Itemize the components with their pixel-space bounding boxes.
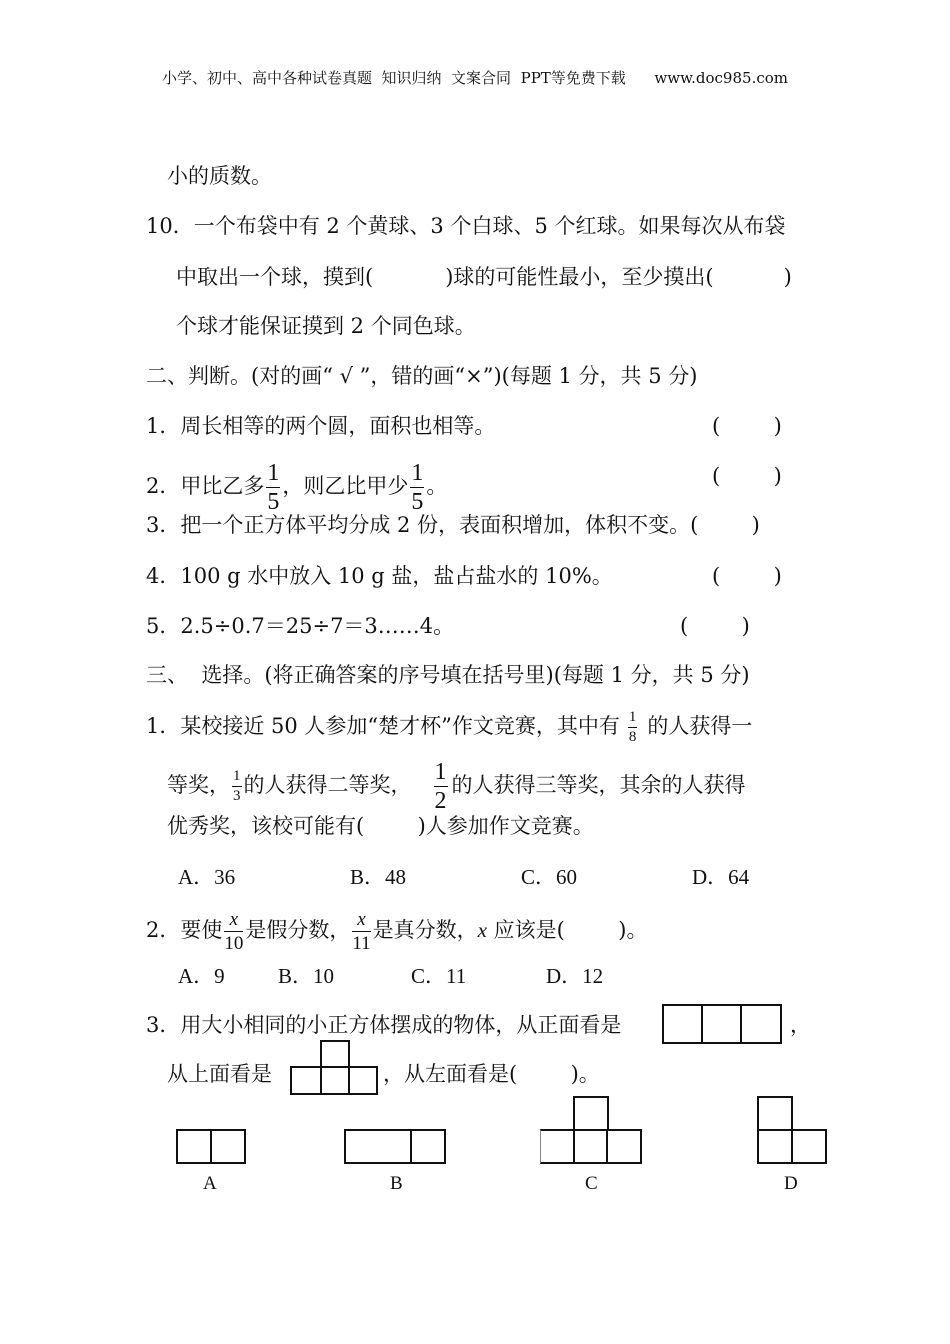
fraction (434, 760, 448, 813)
option-c: C．11 (411, 964, 467, 988)
option-d-figure (757, 1096, 827, 1166)
variable-x: x (477, 918, 487, 942)
fraction-denominator: 8 (628, 729, 637, 745)
fraction-numerator: 1 (434, 759, 447, 785)
cube-face (344, 1129, 380, 1164)
option-a: A．9 (178, 964, 225, 988)
q2-text-c: 是真分数， (372, 918, 478, 942)
q1-text-e: 的人获得三等奖，其余的人获得 (451, 773, 746, 797)
option-d: D．64 (692, 865, 750, 889)
variable-x: x (229, 909, 239, 930)
option-c-figure (540, 1096, 642, 1166)
question-9-continuation: 小的质数。 (167, 164, 272, 188)
q3-text: 3．把一个正方体平均分成 2 份，表面积增加，体积不变。 (146, 513, 691, 537)
section-3-title: 三、 选择。(将正确答案的序号填在括号里)(每题 1 分，共 5 分) (146, 663, 750, 687)
q2-text-b: 是假分数， (245, 918, 351, 942)
cube-face (320, 1066, 350, 1095)
fraction-numerator: 1 (232, 769, 242, 787)
fraction (224, 910, 243, 953)
fraction (266, 461, 280, 514)
top-view-figure (290, 1040, 378, 1096)
cube-face (210, 1129, 246, 1164)
judge-question-4: 4．100 g 水中放入 10 g 盐，盐占盐水的 10%。 (146, 564, 613, 588)
judge-question-1: 1．周长相等的两个圆，面积也相等。 (146, 414, 496, 438)
fraction-denominator: 5 (267, 489, 280, 515)
cube-face (701, 1004, 742, 1044)
q3-line1-end: ， (790, 1013, 811, 1037)
q2-text-a: 2．要使 (146, 918, 223, 942)
cube-face (320, 1040, 350, 1068)
fraction-numerator: 1 (411, 460, 424, 486)
cube-face (757, 1129, 793, 1164)
q2-text-a: 2．甲比乙多 (146, 474, 265, 498)
q2-text-c: 。 (426, 474, 448, 498)
option-d: D．12 (546, 964, 604, 988)
question-10-line3: 个球才能保证摸到 2 个同色球。 (176, 314, 476, 338)
figure-label-c: C (585, 1173, 598, 1194)
q1-text-c: 等奖， (167, 773, 230, 797)
option-a: A．36 (178, 865, 236, 889)
choice-question-1-line1 (146, 710, 752, 745)
choice-question-1-line3: 优秀奖，该校可能有( )人参加作文竞赛。 (167, 814, 594, 838)
cube-face (740, 1004, 782, 1044)
front-view-figure (662, 1004, 784, 1044)
option-b: B．48 (350, 865, 407, 889)
q10-text-c: ) (783, 265, 792, 289)
option-a-figure (176, 1129, 246, 1165)
choice-question-3-line2-a: 从上面看是 (167, 1062, 272, 1086)
cube-face (573, 1096, 609, 1131)
cube-face (757, 1096, 793, 1131)
option-c: C．60 (521, 865, 578, 889)
answer-paren: ( ) (712, 414, 782, 438)
q2-text-d: 应该是( )。 (487, 918, 648, 942)
answer-paren: ( ) (690, 513, 760, 537)
choice-question-1-line2 (167, 760, 746, 813)
question-10-line2 (176, 262, 792, 292)
fraction-numerator (224, 910, 243, 932)
fraction-numerator: 1 (628, 710, 638, 728)
section-2-title: 二、判断。(对的画“ √ ”，错的画“×”)(每题 1 分，共 5 分) (146, 364, 698, 388)
q1-text-a: 1．某校接近 50 人参加“楚才杯”作文竞赛，其中有 (146, 714, 620, 738)
answer-paren: ( ) (680, 614, 750, 638)
figure-label-d: D (784, 1173, 798, 1194)
option-b: B．10 (278, 964, 335, 988)
figure-label-b: B (390, 1173, 403, 1194)
cube-face (378, 1129, 414, 1164)
cube-face (290, 1066, 322, 1095)
judge-question-5: 5．2.5÷0.7＝25÷7＝3……4。 (146, 614, 455, 638)
judge-question-2 (146, 461, 447, 514)
q1-text-d: 的人获得二等奖， (243, 773, 412, 797)
q1-text-b: 的人获得一 (647, 714, 753, 738)
fraction-denominator: 11 (352, 933, 371, 954)
fraction-denominator: 5 (411, 489, 424, 515)
fraction-denominator: 3 (233, 788, 241, 804)
cube-face (606, 1129, 642, 1164)
answer-paren: ( ) (712, 464, 782, 488)
cube-face (540, 1129, 576, 1164)
q10-text-b: )球的可能性最小，至少摸出( (445, 265, 714, 289)
fraction-denominator: 2 (434, 788, 447, 814)
fraction (352, 910, 370, 953)
page-header: 小学、初中、高中各种试卷真题 知识归纳 文案合同 PPT等免费下载 www.doc985.com (161, 69, 788, 87)
fraction-numerator (352, 910, 370, 932)
answer-paren: ( ) (712, 564, 782, 588)
fraction (232, 769, 242, 804)
fraction-denominator: 10 (224, 933, 244, 954)
fraction-numerator: 1 (267, 460, 280, 486)
choice-question-2 (146, 910, 647, 953)
variable-x: x (357, 909, 366, 930)
fraction (410, 461, 424, 514)
figure-label-a: A (203, 1173, 217, 1194)
cube-face (573, 1129, 609, 1164)
cube-face (662, 1004, 703, 1044)
q10-text-a: 中取出一个球，摸到( (176, 265, 374, 289)
fraction (628, 710, 638, 745)
judge-question-3 (146, 510, 760, 540)
question-10-line1: 10．一个布袋中有 2 个黄球、3 个白球、5 个红球。如果每次从布袋 (146, 214, 786, 238)
cube-face (410, 1129, 446, 1164)
cube-face (176, 1129, 212, 1164)
q2-text-b: ，则乙比甲少 (282, 474, 409, 498)
choice-question-3-line1: 3．用大小相同的小正方体摆成的物体，从正面看是 (146, 1013, 622, 1037)
choice-question-3-line2-b: ，从左面看是( )。 (383, 1062, 600, 1086)
cube-face (348, 1066, 378, 1095)
option-b-figure (344, 1129, 446, 1165)
cube-face (791, 1129, 827, 1164)
